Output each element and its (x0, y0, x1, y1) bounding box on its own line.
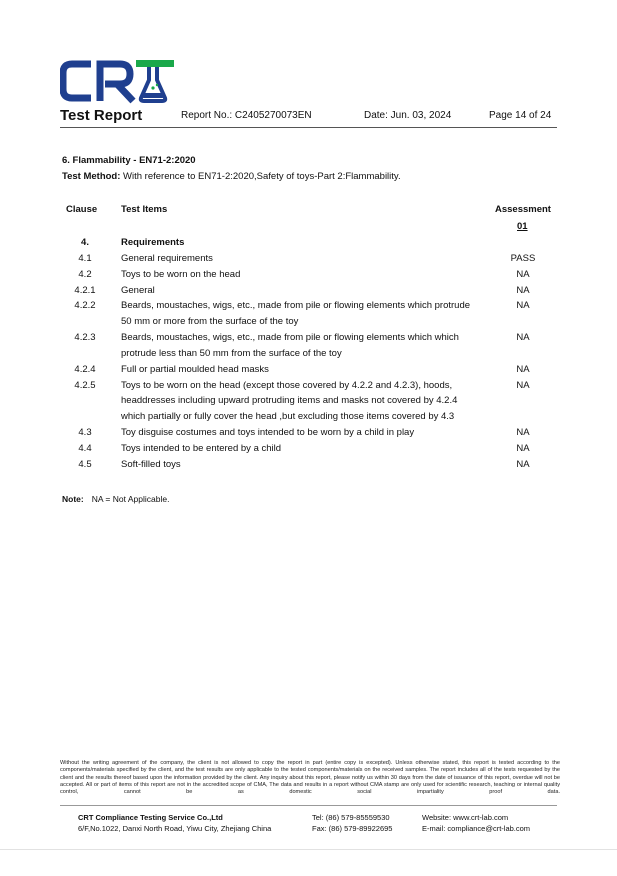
table-row (0, 235, 617, 251)
note-text: NA = Not Applicable. (91, 494, 170, 504)
table-row (0, 298, 617, 330)
clause-cell: 4.2.2 (74, 300, 96, 312)
clause-cell: 4.2.5 (74, 379, 96, 391)
company-address: 6/F,No.1022, Danxi North Road, Yiwu City, Zhejiang China (78, 824, 272, 833)
test-items-table (0, 235, 617, 473)
test-item-cell: Beards, moustaches, wigs, etc., made from pile or flowing elements which which protrude less than 50 mm from the surface of the toy (121, 332, 459, 359)
clause-cell: 4.5 (78, 458, 92, 470)
table-row (0, 441, 617, 457)
header-divider (60, 127, 557, 128)
note-label: Note: (62, 494, 84, 504)
assessment-cell: NA (516, 268, 530, 280)
table-row (0, 362, 617, 378)
table-row (0, 330, 617, 362)
report-number: Report No.: C2405270073EN (181, 110, 312, 121)
test-item-cell: Toys to be worn on the head (except those covered by 4.2.2 and 4.2.3), hoods, headdresses including upward protruding items and masks not covered by 4.2.4 which partially or fully cover the head ,but excluding those items covered by 4.3 (121, 379, 458, 423)
assessment-cell: NA (516, 427, 530, 439)
clause-cell: 4.2.1 (74, 284, 96, 296)
crt-logo (60, 58, 176, 104)
test-item-cell: General (121, 284, 155, 296)
company-email[interactable]: E-mail: compliance@crt-lab.com (422, 824, 531, 833)
table-row (0, 457, 617, 473)
company-tel: Tel: (86) 579-85559530 (312, 813, 390, 822)
footer-web (422, 812, 530, 834)
footer-phone (312, 812, 392, 834)
test-method-text: With reference to EN71-2:2020,Safety of toys-Part 2:Flammability. (123, 171, 401, 182)
report-title: Test Report (60, 107, 143, 124)
disclaimer-text: Without the writing agreement of the company, the client is not allowed to copy the report in part (entire copy is excepted). Unless otherwise stated, this report is tested according to the components/materials specified by the client, and the test results are only applicable to the tested components/materials on the received samples. The report includes all of the tests requested by the client and the results thereof based upon the information provided by the client. Any inquiry about this report, please notify us within 30 days from the date of issuance of this report, overdue will not be accepted. All or part of items of this report are not in the accredited scope of CMA, The data and results in a report without CMA stamp are only used for scientific research, teaching or internal quality control, cannot be as domestic social impartiality proof data. (60, 760, 560, 796)
page-number: Page 14 of 24 (489, 110, 552, 121)
section-title: 6. Flammability - EN71-2:2020 (62, 155, 196, 166)
table-row (0, 283, 617, 299)
test-item-cell: Toys to be worn on the head (121, 268, 241, 280)
column-header-assessment: Assessment (495, 204, 551, 215)
table-row (0, 267, 617, 283)
column-header-sample-no: 01 (517, 221, 528, 232)
page-bottom-edge (0, 849, 617, 850)
test-item-cell: Soft-filled toys (121, 458, 181, 470)
test-item-cell: Toy disguise costumes and toys intended to be worn by a child in play (121, 427, 415, 439)
table-row (0, 378, 617, 426)
test-item-cell: Requirements (121, 237, 185, 248)
clause-cell: 4.3 (78, 427, 92, 439)
test-item-cell: Toys intended to be entered by a child (121, 442, 282, 454)
company-website[interactable]: Website: www.crt-lab.com (422, 813, 509, 822)
clause-cell: 4. (81, 237, 89, 248)
test-method (62, 171, 401, 182)
column-header-clause: Clause (66, 204, 98, 215)
assessment-cell: NA (516, 363, 530, 375)
assessment-cell: PASS (510, 252, 536, 264)
table-row (0, 425, 617, 441)
test-item-cell: General requirements (121, 252, 213, 264)
assessment-cell: NA (516, 458, 530, 470)
table-note (62, 494, 169, 504)
clause-cell: 4.2.3 (74, 332, 96, 344)
company-name: CRT Compliance Testing Service Co.,Ltd (78, 813, 223, 822)
column-header-test-items: Test Items (121, 204, 168, 215)
test-method-label: Test Method: (62, 171, 121, 182)
test-item-cell: Full or partial moulded head masks (121, 363, 269, 375)
report-date: Date: Jun. 03, 2024 (364, 110, 452, 121)
assessment-cell: NA (516, 379, 530, 391)
assessment-cell: NA (516, 332, 530, 344)
assessment-cell: NA (516, 300, 530, 312)
footer-divider (60, 805, 557, 806)
table-row (0, 251, 617, 267)
company-fax: Fax: (86) 579-89922695 (312, 824, 393, 833)
assessment-cell: NA (516, 442, 530, 454)
clause-cell: 4.2.4 (74, 363, 96, 375)
clause-cell: 4.2 (78, 268, 92, 280)
clause-cell: 4.4 (78, 442, 92, 454)
test-item-cell: Beards, moustaches, wigs, etc., made from pile or flowing elements which protrude 50 mm or more from the surface of the toy (121, 300, 471, 328)
footer-company (78, 812, 271, 834)
crt-logo-shapes (63, 60, 174, 101)
clause-cell: 4.1 (78, 252, 92, 264)
assessment-cell: NA (516, 284, 530, 296)
